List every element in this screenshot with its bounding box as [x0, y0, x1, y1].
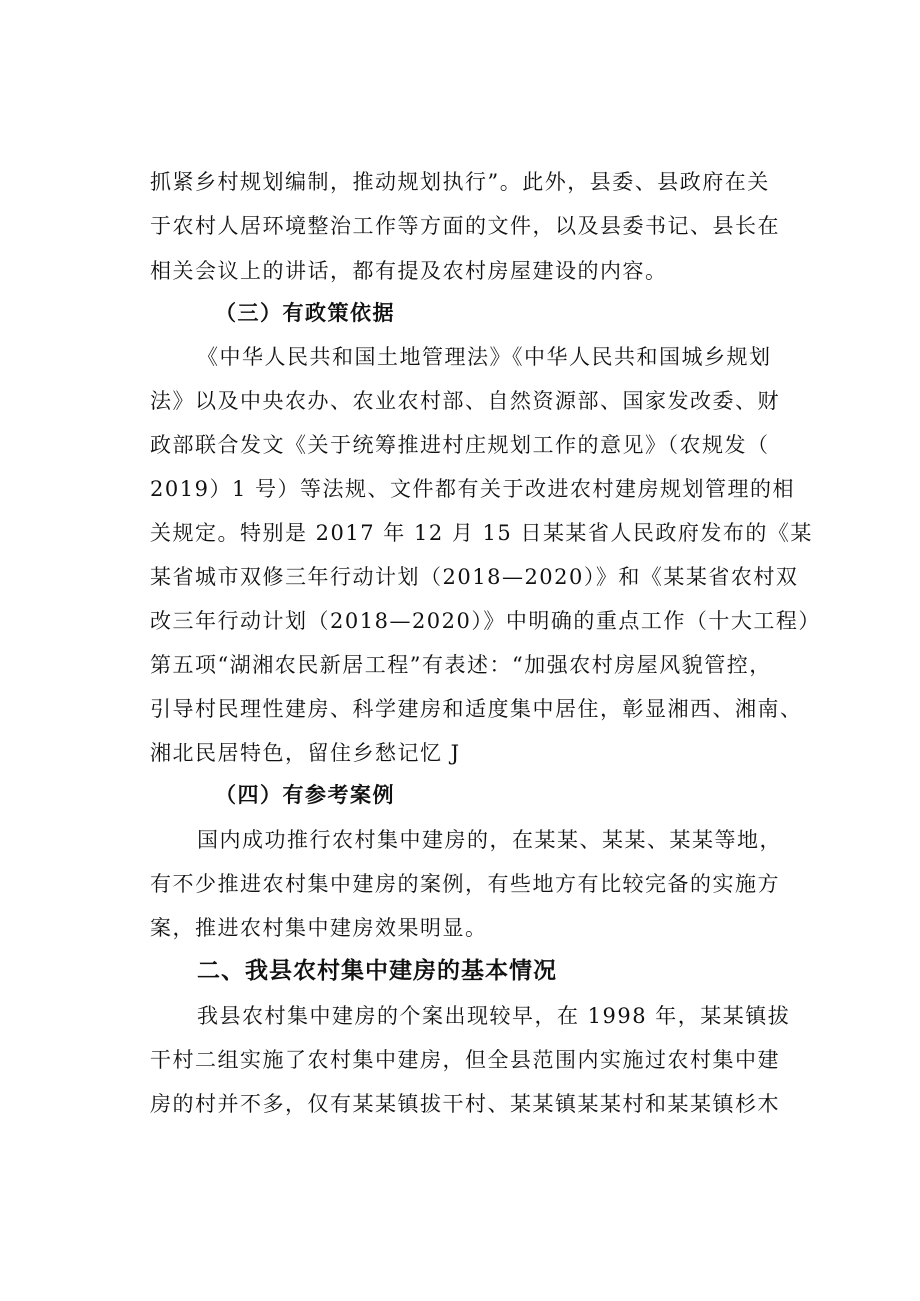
- section-2-heading: 二、我县农村集中建房的基本情况: [197, 958, 557, 984]
- heading-reference-cases: （四）有参考案例: [215, 783, 395, 807]
- heading-policy-basis: （三）有政策依据: [215, 301, 395, 325]
- paragraph-3-line-3: 案，推进农村集中建房效果明显。: [150, 916, 488, 940]
- paragraph-2-line-5: 关规定。特别是 2017 年 12 月 15 日某某省人民政府发布的《某: [150, 521, 813, 545]
- paragraph-3-line-1: 国内成功推行农村集中建房的，在某某、某某、某某等地，: [197, 828, 782, 852]
- paragraph-4-line-2: 干村二组实施了农村集中建房，但全县范围内实施过农村集中建: [150, 1048, 780, 1072]
- paragraph-2-line-10: 湘北民居特色，留住乡愁记忆 J: [150, 741, 461, 765]
- paragraph-2-line-4: 2019）1 号）等法规、文件都有关于改进农村建房规划管理的相: [150, 477, 795, 501]
- paragraph-1-line-3: 相关会议上的讲话，都有提及农村房屋建设的内容。: [150, 259, 668, 283]
- paragraph-2-line-2: 法》以及中央农办、农业农村部、自然资源部、国家发改委、财: [150, 389, 780, 413]
- paragraph-2-line-3: 政部联合发文《关于统筹推进村庄规划工作的意见》（农规发（: [150, 433, 770, 457]
- paragraph-2-line-8: 第五项“湖湘农民新居工程”有表述：“加强农村房屋风貌管控，: [150, 653, 772, 677]
- paragraph-4-line-1: 我县农村集中建房的个案出现较早，在 1998 年，某某镇拔: [197, 1004, 791, 1028]
- paragraph-1-line-2: 于农村人居环境整治工作等方面的文件，以及县委书记、县长在: [150, 214, 780, 238]
- paragraph-2-line-1: 《中华人民共和国土地管理法》《中华人民共和国城乡规划: [197, 345, 772, 369]
- paragraph-1-line-1: 抓紧乡村规划编制，推动规划执行”。此外，县委、县政府在关: [150, 170, 770, 194]
- paragraph-2-line-7: 改三年行动计划（2018—2020）》中明确的重点工作（十大工程）: [150, 609, 821, 633]
- paragraph-2-line-9: 引导村民理性建房、科学建房和适度集中居住，彰显湘西、湘南、: [150, 697, 803, 721]
- paragraph-2-line-6: 某省城市双修三年行动计划（2018—2020）》和《某某省农村双: [150, 565, 799, 589]
- paragraph-3-line-2: 有不少推进农村集中建房的案例，有些地方有比较完备的实施方: [150, 872, 780, 896]
- paragraph-4-line-3: 房的村并不多，仅有某某镇拔干村、某某镇某某村和某某镇杉木: [150, 1092, 780, 1116]
